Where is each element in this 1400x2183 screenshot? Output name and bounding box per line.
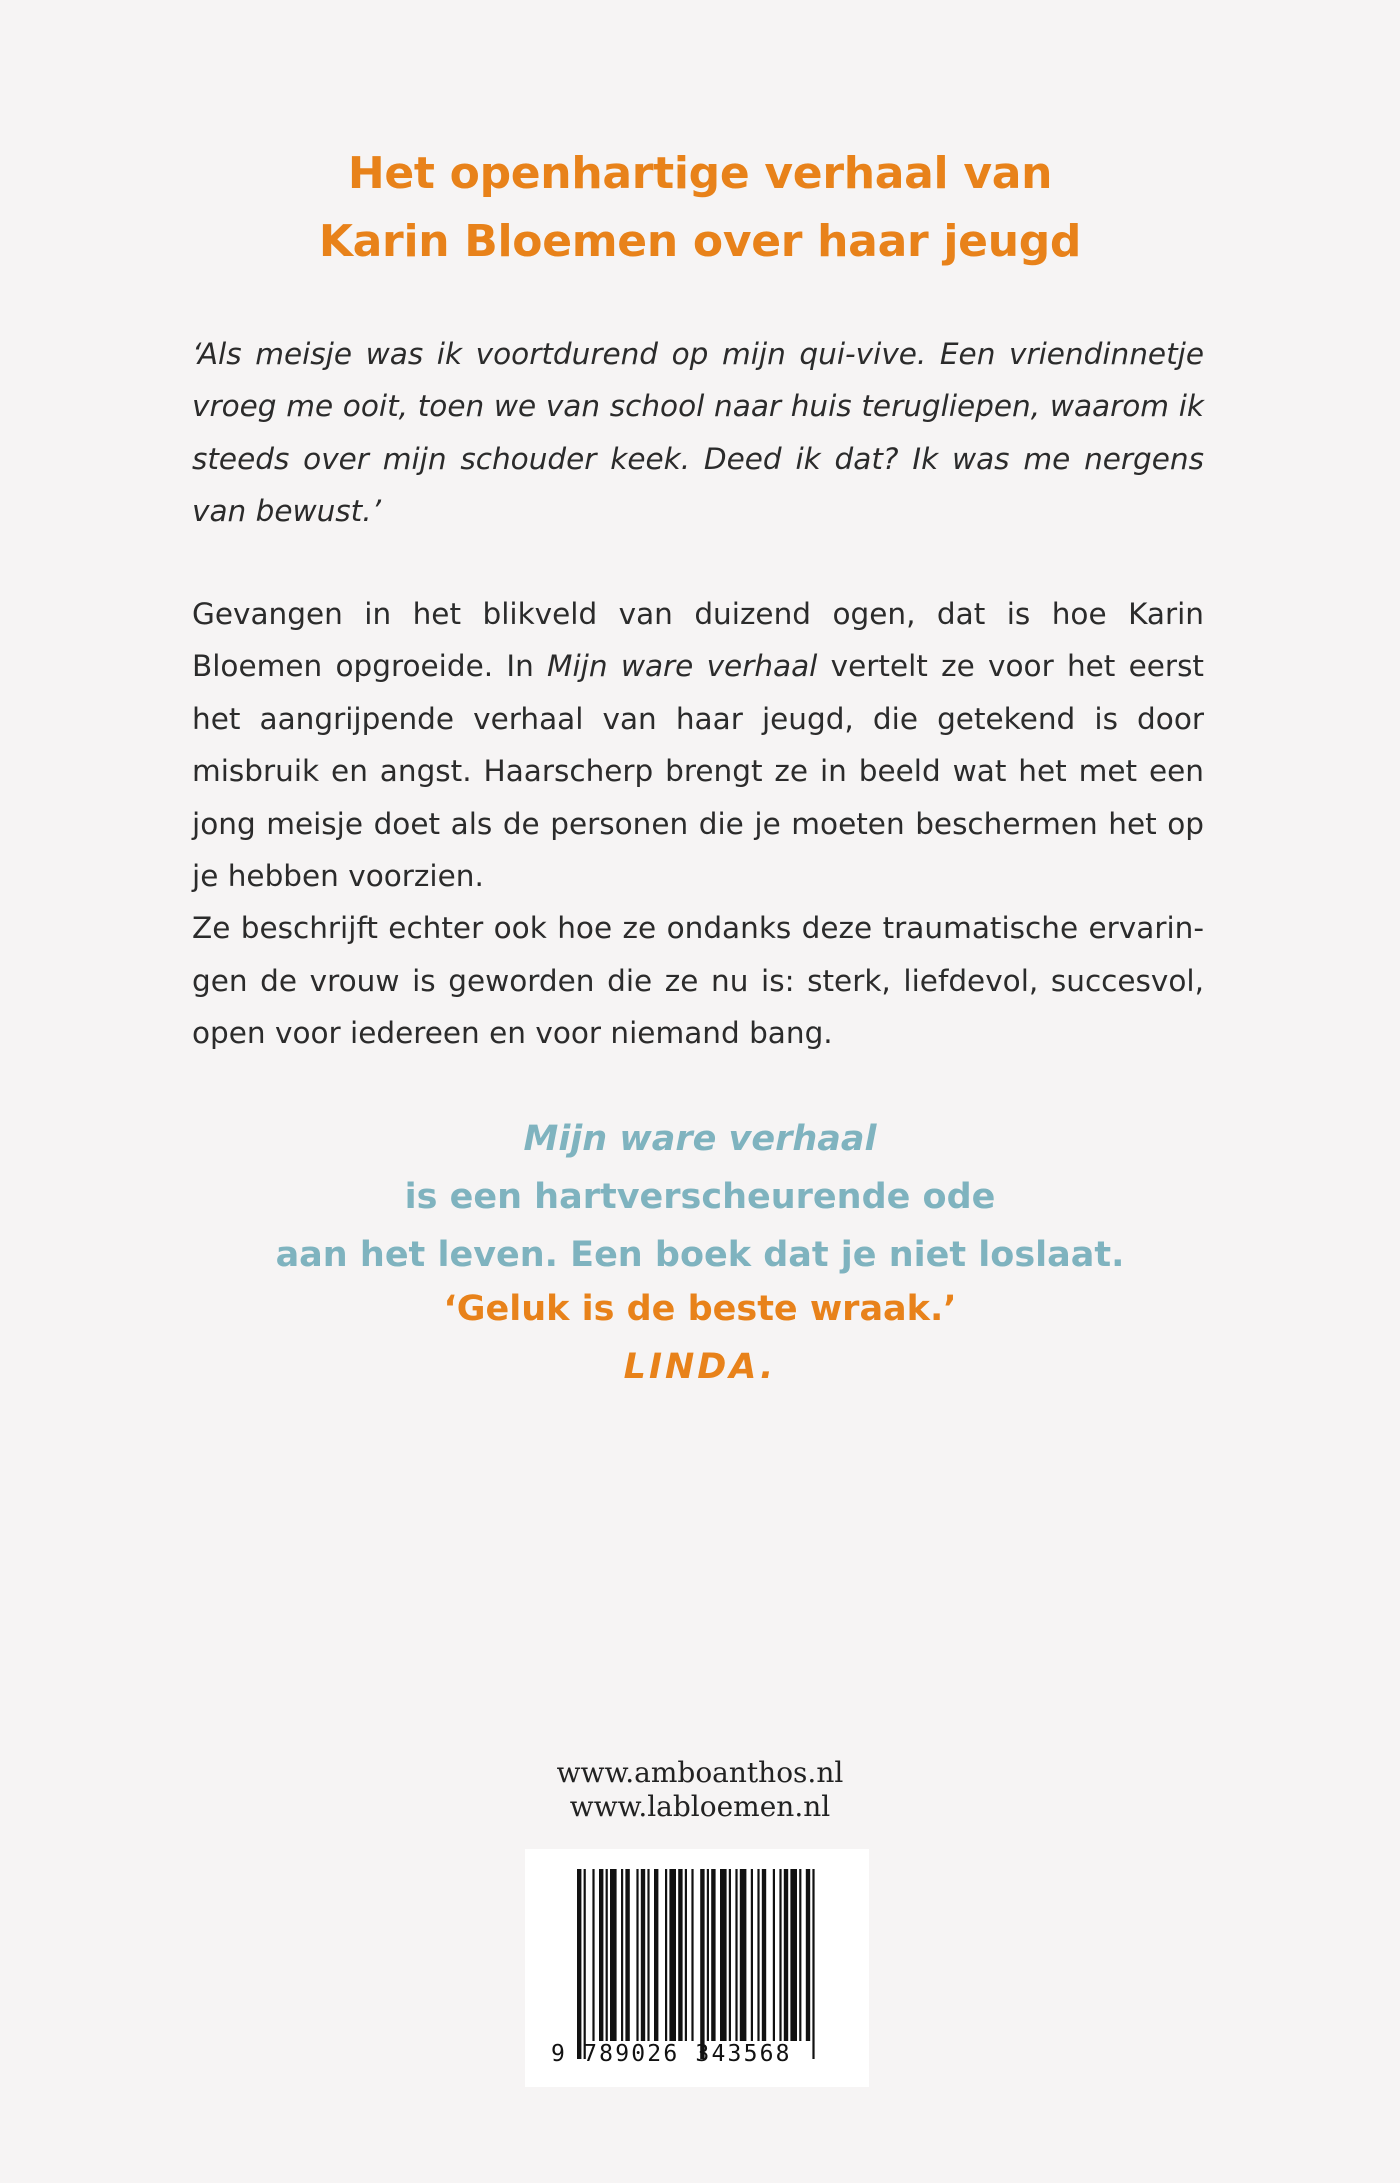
- barcode-bar: [577, 1869, 581, 2059]
- barcode-bar: [625, 1869, 629, 2041]
- barcode-bar: [784, 1869, 788, 2041]
- barcode-bar: [735, 1869, 737, 2041]
- headline-line-1: Het openhartige verhaal van: [347, 148, 1053, 199]
- tagline-line-1: [150, 1110, 1250, 1226]
- barcode-bar: [812, 1869, 814, 2059]
- barcode-bar: [779, 1869, 781, 2041]
- publisher-url[interactable]: www.amboanthos.nl: [556, 1756, 844, 1789]
- headline: [150, 140, 1250, 276]
- barcode-bar: [751, 1869, 753, 2041]
- tagline-line-1-rest: is een hartverscheurende ode: [404, 1177, 996, 1217]
- barcode-bar: [790, 1869, 797, 2041]
- blurb-p1-start: Gevangen in het blikveld van duizend ogen, dat is hoe Karin Bloemen opgroeide. In: [192, 597, 1204, 684]
- barcode-bar: [773, 1869, 775, 2041]
- blurb-paragraph-2: Ze beschrijft echter ook hoe ze ondanks deze traumatische ervaringen de vrouw is geworden die ze nu is: sterk, liefdevol, succesvol, open voor iedereen en voor niemand bang.: [192, 911, 1204, 1051]
- barcode-bar: [610, 1869, 617, 2041]
- tagline: [150, 1110, 1250, 1284]
- barcode-bar: [621, 1869, 623, 2041]
- barcode-bar: [806, 1869, 810, 2041]
- review-source: LINDA.: [623, 1347, 777, 1387]
- barcode-bar: [641, 1869, 645, 2041]
- blurb-body: [192, 588, 1204, 1060]
- barcode-bar: [665, 1869, 667, 2041]
- barcode-bar: [762, 1869, 766, 2041]
- barcode-bar: [757, 1869, 759, 2041]
- review-text: ‘Geluk is de beste wraak.’: [443, 1289, 957, 1329]
- blurb-p1-end: vertelt ze voor het eerst het aangrijpende verhaal van haar jeugd, die getekend is door misbruik en angst. Haarscherp brengt ze in beeld wat het met een jong meisje doet als de personen die je moeten beschermen het op je hebben voorzien.: [192, 649, 1204, 894]
- barcode-bar: [654, 1869, 658, 2041]
- barcode-bar: [799, 1869, 801, 2041]
- barcode-bar: [711, 1869, 715, 2041]
- website-links: [450, 1756, 950, 1824]
- barcode-bar: [584, 1869, 586, 2059]
- barcode-bar: [685, 1869, 687, 2041]
- tagline-book-title: Mijn ware verhaal: [523, 1119, 877, 1159]
- book-title-inline: Mijn ware verhaal: [547, 649, 818, 684]
- headline-line-2: Karin Bloemen over haar jeugd: [318, 216, 1082, 267]
- barcode-bar: [636, 1869, 638, 2041]
- barcode-bar: [707, 1869, 709, 2041]
- barcode-bar: [729, 1869, 731, 2041]
- blurb-paragraph-1: [192, 588, 1204, 902]
- barcode-bar: [740, 1869, 747, 2041]
- isbn-number: 9 789026 343568: [551, 2041, 792, 2067]
- barcode-bar: [592, 1869, 594, 2041]
- opening-quote: ‘Als meisje was ik voortdurend op mijn qui-vive. Een vriendinnetje vroeg me ooit, toen we van school naar huis terugliepen, waarom ik steeds over mijn schouder keek. Deed ik dat? Ik was me nergens van bewust.’: [192, 337, 1204, 529]
- tagline-line-2: aan het leven. Een boek dat je niet loslaat.: [275, 1235, 1125, 1275]
- barcode: [525, 1849, 869, 2087]
- author-url[interactable]: www.labloemen.nl: [569, 1790, 831, 1823]
- barcode-bar: [599, 1869, 603, 2041]
- barcode-bar: [606, 1869, 608, 2041]
- barcode-bar: [691, 1869, 693, 2041]
- barcode-bar: [700, 1869, 704, 2059]
- barcode-bar: [678, 1869, 682, 2041]
- barcode-bar: [669, 1869, 676, 2041]
- barcode-bar: [720, 1869, 727, 2041]
- barcode-bar: [647, 1869, 649, 2041]
- review-quote: [150, 1280, 1250, 1396]
